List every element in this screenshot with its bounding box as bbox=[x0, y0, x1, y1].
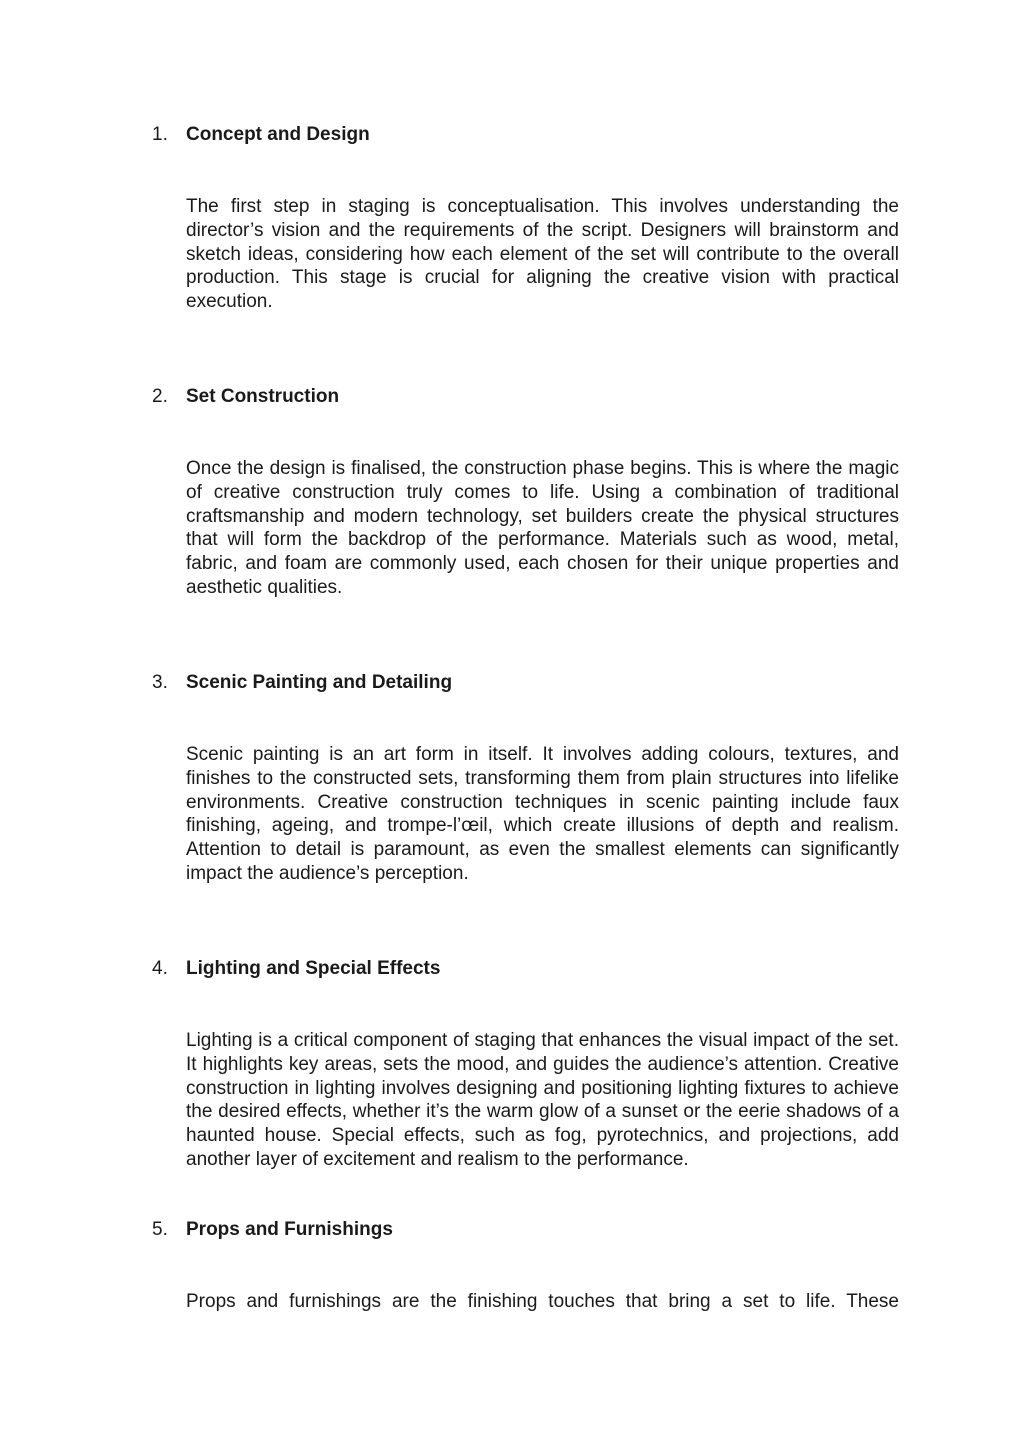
section-body: Once the design is finalised, the construction phase begins. This is where the magic of creative construction truly comes to life. Using a combination of traditional craftsmanship and modern technology, set builders create the physical structures that will form the backdrop of the performance. Materials such as wood, metal, fabric, and foam are commonly used, each chosen for their unique properties and aesthetic qualities. bbox=[186, 458, 899, 598]
section-heading bbox=[0, 122, 900, 148]
section-title: Lighting and Special Effects bbox=[186, 958, 441, 979]
section-number: 4. bbox=[152, 958, 168, 979]
section-number: 5. bbox=[152, 1219, 168, 1240]
section-number: 3. bbox=[152, 672, 168, 693]
section-title: Concept and Design bbox=[186, 124, 370, 145]
section-heading bbox=[0, 956, 900, 982]
section-heading bbox=[0, 670, 900, 696]
section-heading bbox=[0, 1217, 900, 1243]
section-title: Set Construction bbox=[186, 386, 340, 407]
section-body: Lighting is a critical component of staging that enhances the visual impact of the set. It highlights key areas, sets the mood, and guides the audience’s attention. Creative construction in lighting involves designing and positioning lighting fixtures to achieve the desired effects, whether it’s the warm glow of a sunset or the eerie shadows of a haunted house. Special effects, such as fog, pyrotechnics, and projections, add another layer of excitement and realism to the performance. bbox=[186, 1030, 899, 1170]
section-number: 2. bbox=[152, 386, 168, 407]
section-body: The first step in staging is conceptualisation. This involves understanding the director’s vision and the requirements of the script. Designers will brainstorm and sketch ideas, considering how each element of the set will contribute to the overall production. This stage is crucial for aligning the creative vision with practical execution. bbox=[186, 196, 899, 313]
section-body: Scenic painting is an art form in itself. It involves adding colours, textures, and finishes to the constructed sets, transforming them from plain structures into lifelike environments. Creative construction techniques in scenic painting include faux finishing, ageing, and trompe-l’œil, which create illusions of depth and realism. Attention to detail is paramount, as even the smallest elements can significantly impact the audience’s perception. bbox=[186, 744, 899, 884]
section-number: 1. bbox=[152, 124, 168, 145]
section-heading bbox=[0, 384, 900, 410]
section-body: Props and furnishings are the finishing touches that bring a set to life. These bbox=[186, 1291, 899, 1312]
section-title: Scenic Painting and Detailing bbox=[186, 672, 453, 693]
section-title: Props and Furnishings bbox=[186, 1219, 393, 1240]
